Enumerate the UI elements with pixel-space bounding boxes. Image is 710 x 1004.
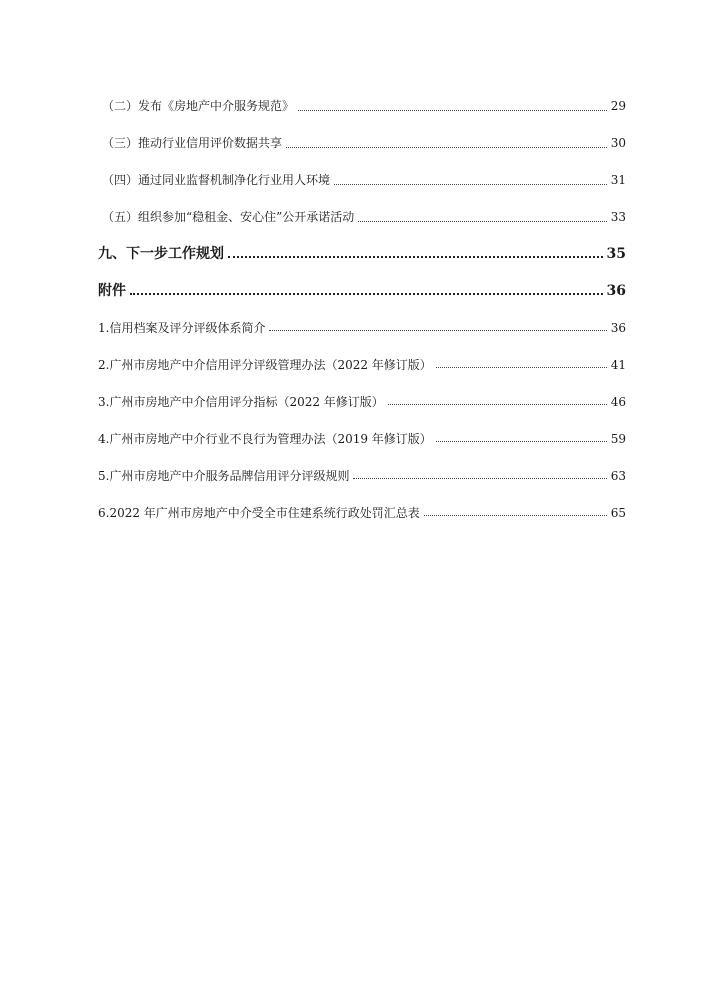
toc-page-number: 29 (610, 99, 626, 114)
toc-entry-title: （二）发布《房地产中介服务规范》 (102, 99, 295, 114)
toc-entry-title: 九、下一步工作规划 (98, 246, 224, 263)
toc-entry-title: 2.广州市房地产中介信用评分评级管理办法（2022 年修订版） (98, 358, 432, 373)
toc-entry-title: 3.广州市房地产中介信用评分指标（2022 年修订版） (98, 395, 384, 410)
toc-entry-attachment-4[interactable] (98, 421, 626, 458)
toc-page-number: 36 (610, 321, 626, 336)
toc-entry-title: 附件 (98, 283, 126, 300)
toc-entry-chapter-9[interactable] (98, 236, 626, 273)
toc-entry-2-5[interactable] (98, 199, 626, 236)
dot-leader (130, 292, 603, 295)
toc-entry-attachment-6[interactable] (98, 495, 626, 532)
dot-leader (269, 329, 606, 331)
toc-entry-appendix[interactable] (98, 273, 626, 310)
table-of-contents (98, 88, 626, 532)
toc-entry-title: （四）通过同业监督机制净化行业用人环境 (102, 173, 331, 188)
dot-leader (228, 255, 603, 258)
toc-page-number: 35 (606, 246, 626, 263)
toc-entry-attachment-3[interactable] (98, 384, 626, 421)
toc-entry-2-4[interactable] (98, 162, 626, 199)
toc-entry-title: 1.信用档案及评分评级体系简介 (98, 321, 266, 336)
toc-entry-attachment-1[interactable] (98, 310, 626, 347)
toc-page-number: 33 (610, 210, 626, 225)
toc-page-number: 46 (610, 395, 626, 410)
toc-page-number: 36 (606, 283, 626, 300)
dot-leader (388, 403, 607, 405)
toc-entry-attachment-5[interactable] (98, 458, 626, 495)
dot-leader (436, 440, 607, 442)
dot-leader (298, 109, 607, 111)
toc-entry-title: （三）推动行业信用评价数据共享 (102, 136, 283, 151)
dot-leader (436, 366, 607, 368)
dot-leader (358, 220, 606, 222)
toc-entry-title: （五）组织参加“稳租金、安心住”公开承诺活动 (102, 210, 355, 225)
toc-page-number: 59 (610, 432, 626, 447)
toc-entry-2-3[interactable] (98, 125, 626, 162)
toc-entry-title: 6.2022 年广州市房地产中介受全市住建系统行政处罚汇总表 (98, 506, 420, 521)
dot-leader (424, 514, 607, 516)
dot-leader (334, 183, 607, 185)
toc-entry-title: 5.广州市房地产中介服务品牌信用评分评级规则 (98, 469, 350, 484)
dot-leader (353, 477, 606, 479)
toc-page-number: 65 (610, 506, 626, 521)
dot-leader (286, 146, 607, 148)
toc-page-number: 30 (610, 136, 626, 151)
toc-entry-2-2[interactable] (98, 88, 626, 125)
toc-page-number: 63 (610, 469, 626, 484)
toc-entry-title: 4.广州市房地产中介行业不良行为管理办法（2019 年修订版） (98, 432, 432, 447)
toc-entry-attachment-2[interactable] (98, 347, 626, 384)
toc-page-number: 31 (610, 173, 626, 188)
toc-page-number: 41 (610, 358, 626, 373)
